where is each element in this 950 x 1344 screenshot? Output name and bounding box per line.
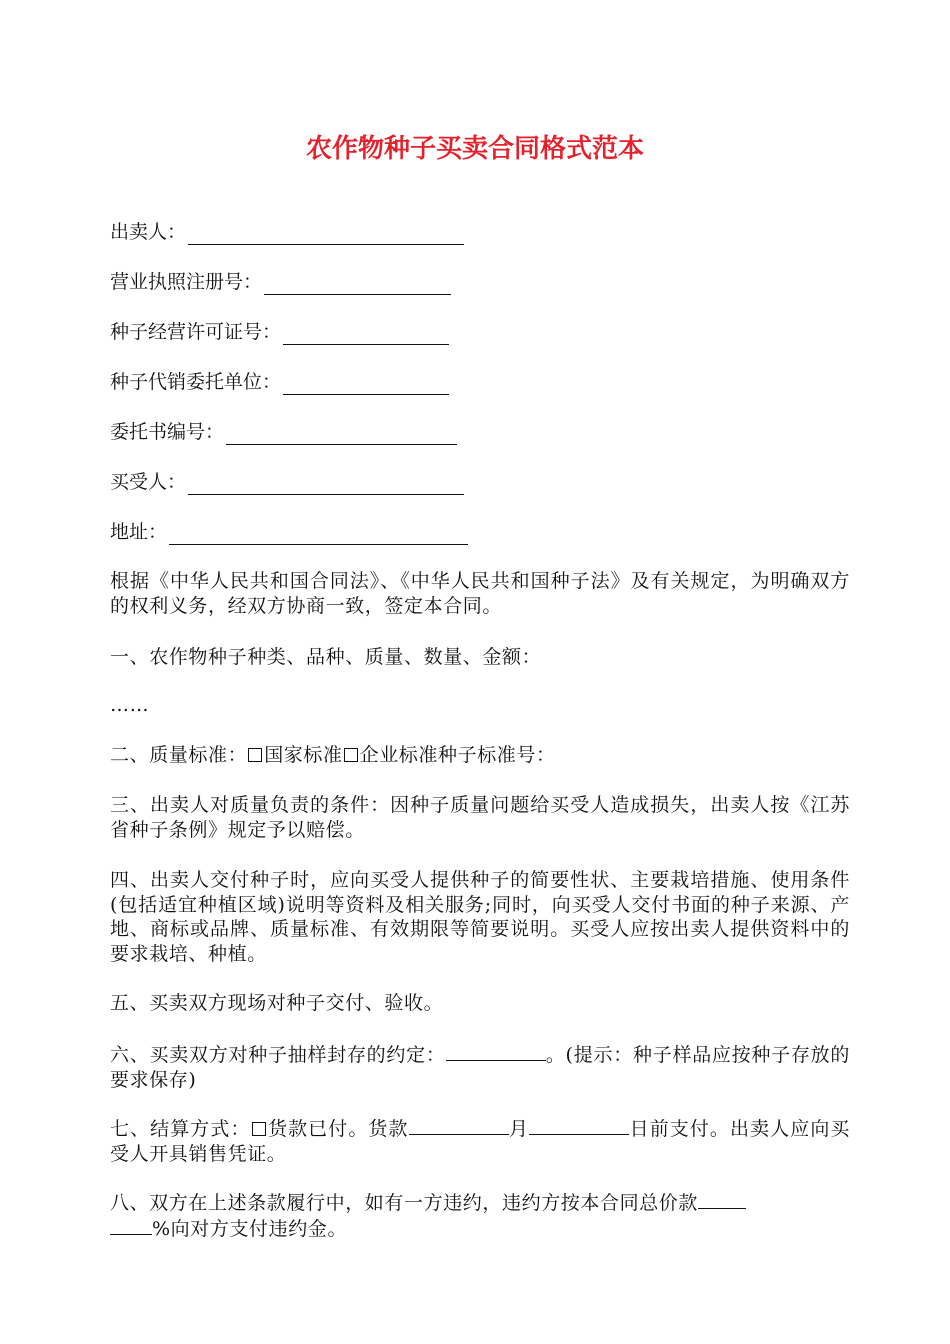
section-7-label: 七、结算方式： [110,1118,251,1140]
authorization-label: 委托书编号： [110,421,225,443]
national-standard-label: 国家标准 [264,744,343,766]
penalty-blank-2 [110,1216,152,1235]
license-blank [264,275,451,295]
section-7-tail: 日前支付。出卖人应向买受人开具销售凭证。 [110,1118,850,1165]
section-2 [110,743,850,768]
agent-unit-field [110,370,449,395]
seller-label: 出卖人： [110,221,187,243]
intro-paragraph: 根据《中华人民共和国合同法》、《中华人民共和国种子法》及有关规定，为明确双方的权利义务，经双方协商一致，签定本合同。 [110,570,850,617]
address-label: 地址： [110,521,168,543]
section-7 [110,1116,850,1166]
agent-unit-blank [283,375,449,395]
buyer-label: 买受人： [110,471,187,493]
section-1: 一、农作物种子种类、品种、质量、数量、金额： [110,646,542,668]
section-4: 四、出卖人交付种子时，应向买受人提供种子的简要性状、主要栽培措施、使用条件(包括适宜种植区域)说明等资料及相关服务;同时，向买受人交付书面的种子来源、产地、商标或品牌、质量标准、有效期限等简要说明。买受人应按出卖人提供资料中的要求栽培、种植。 [110,869,850,965]
seller-field [110,220,464,245]
license-label: 营业执照注册号： [110,271,263,293]
seed-permit-field [110,320,449,345]
license-field [110,270,451,295]
section-6-label: 六、买卖双方对种子抽样封存的约定： [110,1044,446,1066]
penalty-blank-1 [698,1190,746,1209]
section-8-tail: %向对方支付违约金。 [152,1217,348,1240]
payment-day-blank [529,1116,629,1135]
authorization-field [110,420,457,445]
enterprise-standard-checkbox[interactable] [344,748,358,762]
payment-month-blank [409,1116,509,1135]
section-7-paid-text: 货款已付。货款 [267,1118,409,1140]
section-5: 五、买卖双方现场对种子交付、验收。 [110,992,444,1014]
enterprise-standard-label: 企业标准种子标准号： [359,744,556,766]
section-7-month: 月 [508,1118,530,1140]
section-6 [110,1042,850,1092]
seed-permit-blank [283,325,449,345]
address-blank [169,525,468,545]
sample-sealing-blank [446,1042,546,1061]
section-6-note: 。(提示：种子样品应按种子存放的要求保存) [110,1044,851,1091]
document-title: 农作物种子买卖合同格式范本 [305,134,644,164]
agent-unit-label: 种子代销委托单位： [110,371,282,393]
payment-paid-checkbox[interactable] [252,1122,266,1136]
buyer-blank [188,475,464,495]
seed-permit-label: 种子经营许可证号： [110,321,282,343]
ellipsis: …… [110,694,150,716]
seller-blank [188,225,464,245]
buyer-field [110,470,464,495]
section-3: 三、出卖人对质量负责的条件：因种子质量问题给买受人造成损失，出卖人按《江苏省种子条例》规定予以赔偿。 [110,794,850,841]
section-8-text: 八、双方在上述条款履行中，如有一方违约，违约方按本合同总价款 [110,1192,699,1214]
national-standard-checkbox[interactable] [248,748,262,762]
section-2-label: 二、质量标准： [110,744,248,766]
section-8 [110,1190,850,1241]
authorization-blank [226,425,457,445]
address-field [110,520,468,545]
